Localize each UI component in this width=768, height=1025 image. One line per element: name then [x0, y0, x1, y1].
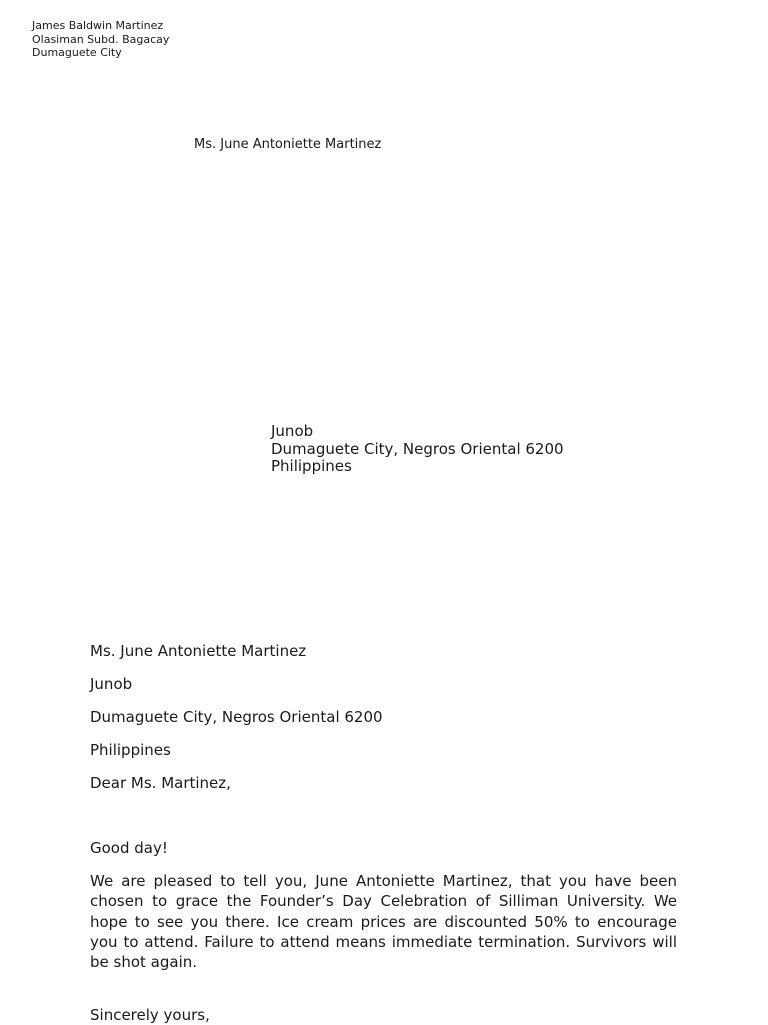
inside-address-line-2: Dumaguete City, Negros Oriental 6200 [90, 708, 383, 726]
spacer [90, 806, 677, 838]
envelope-address-line-1: Junob [271, 422, 314, 440]
envelope-recipient-name: Ms. June Antoniette Martinez [194, 137, 382, 152]
inside-address-line-1: Junob [90, 675, 133, 693]
sender-address-line-1: Olasiman Subd. Bagacay [32, 32, 170, 46]
envelope-address-block [271, 423, 564, 476]
inside-address-line-3: Philippines [90, 741, 171, 759]
sender-address-line-2: Dumaguete City [32, 46, 122, 59]
spacer [90, 972, 677, 1005]
envelope-address-line-2: Dumaguete City, Negros Oriental 6200 [271, 439, 564, 458]
closing: Sincerely yours, [90, 1006, 210, 1025]
greeting: Good day! [90, 839, 168, 857]
letter-body [90, 641, 677, 1025]
body-paragraph: We are pleased to tell you, June Antoniette Martinez, that you have been chosen to grace the Founder’s Day Celebration of Silliman University. We hope to see you there. Ice cream prices are discounted 50% to encourage you to attend. Failure to attend means immediate termination. Survivors will be shot again. [90, 872, 677, 972]
salutation: Dear Ms. Martinez, [90, 774, 231, 792]
inside-recipient-name: Ms. June Antoniette Martinez [90, 642, 307, 660]
sender-address-block [32, 19, 169, 60]
envelope-address-line-3: Philippines [271, 457, 352, 475]
sender-name: James Baldwin Martinez [32, 19, 164, 32]
